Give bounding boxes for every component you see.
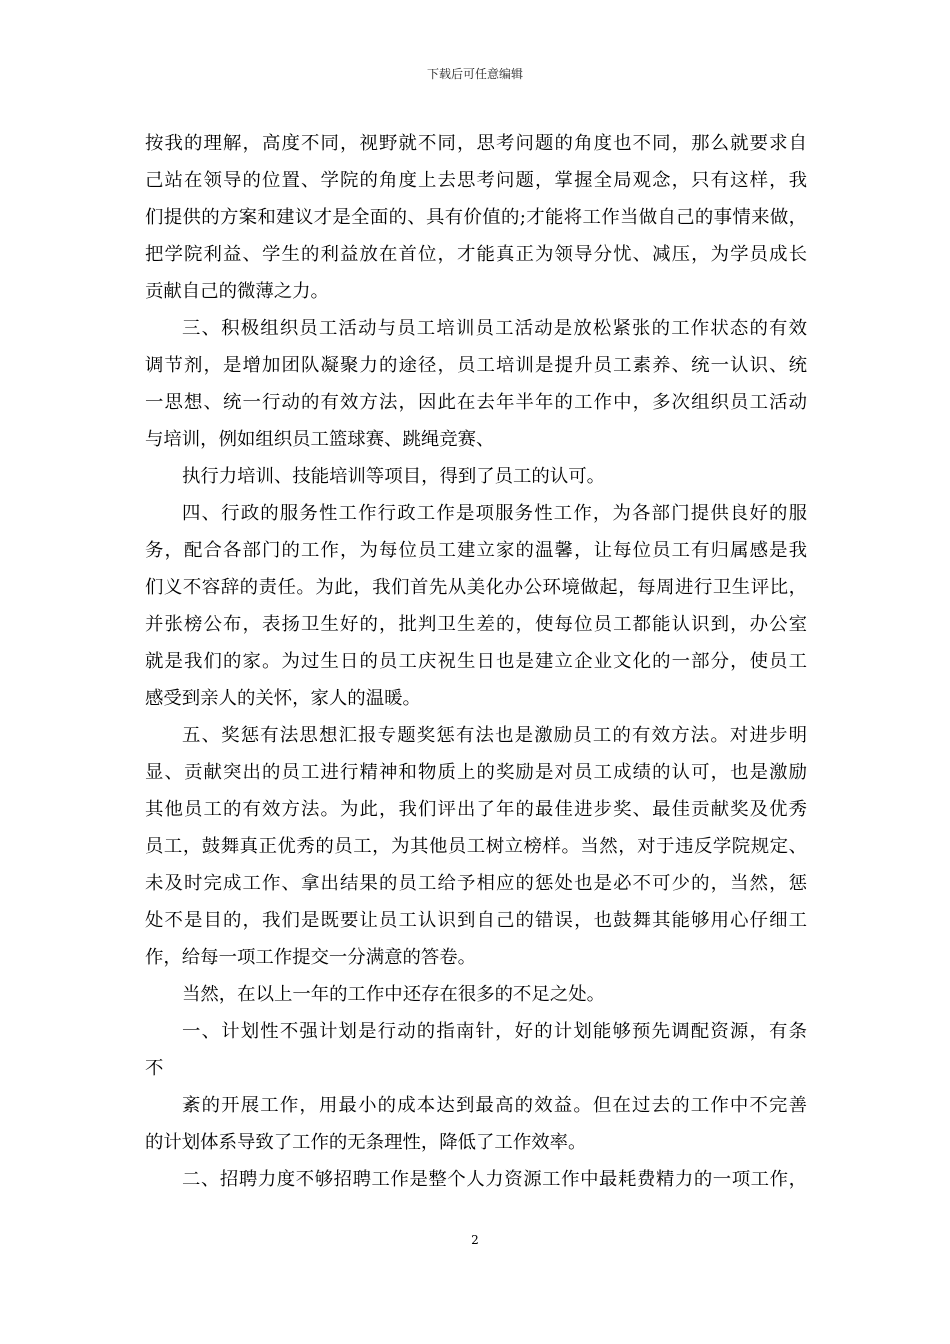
text-line: 己站在领导的位置、学院的角度上去思考问题，掌握全局观念，只有这样，我	[145, 170, 807, 191]
text-line: 未及时完成工作、拿出结果的员工给予相应的惩处也是必不可少的，当然，惩	[145, 873, 807, 894]
text-line: 不	[145, 1058, 164, 1079]
page-number: 2	[471, 1233, 479, 1247]
text-line: 感受到亲人的关怀，家人的温暖。	[145, 688, 421, 709]
text-line: 们义不容辞的责任。为此，我们首先从美化办公环境做起，每周进行卫生评比，	[145, 577, 807, 598]
text-line: 一思想、统一行动的有效方法，因此在去年半年的工作中，多次组织员工活动	[145, 392, 807, 413]
text-line: 显、贡献突出的员工进行精神和物质上的奖励是对员工成绩的认可，也是激励	[145, 762, 807, 783]
paragraph-start-line: 五、奖惩有法思想汇报专题奖惩有法也是激励员工的有效方法。对进步明	[182, 725, 807, 746]
page-header: 下载后可任意编辑	[426, 67, 523, 81]
text-line: 并张榜公布，表扬卫生好的，批判卫生差的，使每位员工都能认识到，办公室	[145, 614, 807, 635]
text-line: 作，给每一项工作提交一分满意的答卷。	[145, 947, 477, 968]
text-line: 处不是目的，我们是既要让员工认识到自己的错误，也鼓舞其能够用心仔细工	[145, 910, 807, 931]
text-line: 调节剂，是增加团队凝聚力的途径，员工培训是提升员工素养、统一认识、统	[145, 355, 807, 376]
text-line: 贡献自己的微薄之力。	[145, 281, 329, 302]
paragraph-start-line: 四、行政的服务性工作行政工作是项服务性工作，为各部门提供良好的服	[182, 503, 807, 524]
paragraph-start-line: 三、积极组织员工活动与员工培训员工活动是放松紧张的工作状态的有效	[182, 318, 807, 339]
text-line: 员工，鼓舞真正优秀的员工，为其他员工树立榜样。当然，对于违反学院规定、	[145, 836, 807, 857]
text-line: 务，配合各部门的工作，为每位员工建立家的温馨，让每位员工有归属感是我	[145, 540, 807, 561]
text-line: 与培训，例如组织员工篮球赛、跳绳竞赛、	[145, 429, 495, 450]
paragraph-start-line: 一、计划性不强计划是行动的指南针，好的计划能够预先调配资源，有条	[182, 1021, 807, 1042]
text-line: 就是我们的家。为过生日的员工庆祝生日也是建立企业文化的一部分，使员工	[145, 651, 807, 672]
text-line: 的计划体系导致了工作的无条理性，降低了工作效率。	[145, 1132, 587, 1153]
paragraph-start-line: 执行力培训、技能培训等项目，得到了员工的认可。	[182, 466, 605, 487]
text-line: 其他员工的有效方法。为此，我们评出了年的最佳进步奖、最佳贡献奖及优秀	[145, 799, 807, 820]
paragraph-start-line: 二、招聘力度不够招聘工作是整个人力资源工作中最耗费精力的一项工作，	[182, 1169, 807, 1190]
text-line: 按我的理解，高度不同，视野就不同，思考问题的角度也不同，那么就要求自	[145, 133, 807, 154]
paragraph-start-line: 当然，在以上一年的工作中还存在很多的不足之处。	[182, 984, 605, 1005]
text-line: 们提供的方案和建议才是全面的、具有价值的;才能将工作当做自己的事情来做，	[145, 207, 807, 228]
text-line: 把学院利益、学生的利益放在首位，才能真正为领导分忧、减压，为学员成长	[145, 244, 807, 265]
paragraph-start-line: 紊的开展工作，用最小的成本达到最高的效益。但在过去的工作中不完善	[182, 1095, 807, 1116]
